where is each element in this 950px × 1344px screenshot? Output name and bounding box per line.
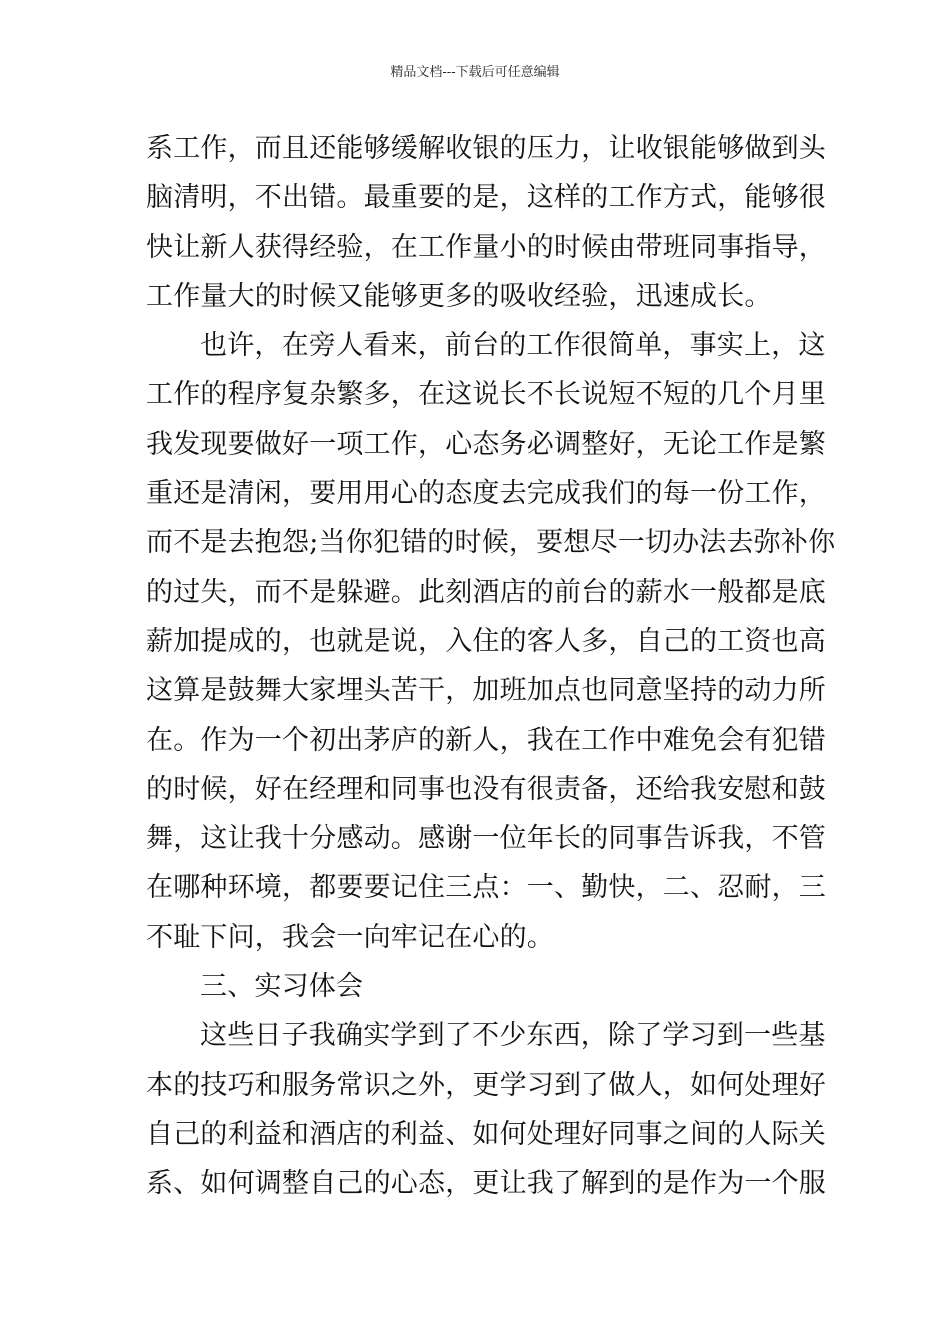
- text-line: 我发现要做好一项工作，心态务必调整好，无论工作是繁: [146, 428, 826, 460]
- text-line: 脑清明，不出错。最重要的是，这样的工作方式，能够很: [146, 182, 826, 214]
- text-line: 而不是去抱怨;当你犯错的时候，要想尽一切办法去弥补你: [146, 527, 836, 559]
- document-body: [146, 124, 836, 1209]
- text-line: 舞，这让我十分感动。感谢一位年长的同事告诉我，不管: [146, 823, 826, 855]
- text-line: 系、如何调整自己的心态，更让我了解到的是作为一个服: [146, 1168, 826, 1200]
- section-heading: 三、实习体会: [200, 971, 364, 1003]
- text-line: 自己的利益和酒店的利益、如何处理好同事之间的人际关: [146, 1118, 826, 1150]
- text-line: 在哪种环境，都要要记住三点：一、勤快，二、忍耐，三: [146, 872, 826, 904]
- text-line: 薪加提成的，也就是说，入住的客人多，自己的工资也高: [146, 625, 826, 657]
- text-line: 快让新人获得经验，在工作量小的时候由带班同事指导，: [146, 231, 826, 263]
- text-line: 的过失，而不是躲避。此刻酒店的前台的薪水一般都是底: [146, 576, 826, 608]
- text-line: 工作量大的时候又能够更多的吸收经验，迅速成长。: [146, 280, 772, 312]
- text-line: 在。作为一个初出茅庐的新人，我在工作中难免会有犯错: [146, 724, 826, 756]
- text-line: 不耻下问，我会一向牢记在心的。: [146, 921, 554, 953]
- paragraph-first-line: 这些日子我确实学到了不少东西，除了学习到一些基: [200, 1020, 826, 1052]
- paragraph-first-line: 也许，在旁人看来，前台的工作很简单，事实上，这: [200, 330, 826, 362]
- text-line: 的时候，好在经理和同事也没有很责备，还给我安慰和鼓: [146, 773, 826, 805]
- text-line: 这算是鼓舞大家埋头苦干，加班加点也同意坚持的动力所: [146, 675, 826, 707]
- text-line: 重还是清闲，要用用心的态度去完成我们的每一份工作，: [146, 478, 826, 510]
- text-line: 工作的程序复杂繁多，在这说长不长说短不短的几个月里: [146, 379, 826, 411]
- text-line: 系工作，而且还能够缓解收银的压力，让收银能够做到头: [146, 133, 826, 164]
- text-line: 本的技巧和服务常识之外，更学习到了做人，如何处理好: [146, 1069, 826, 1101]
- page-header: 精品文档---下载后可任意编辑: [390, 65, 560, 80]
